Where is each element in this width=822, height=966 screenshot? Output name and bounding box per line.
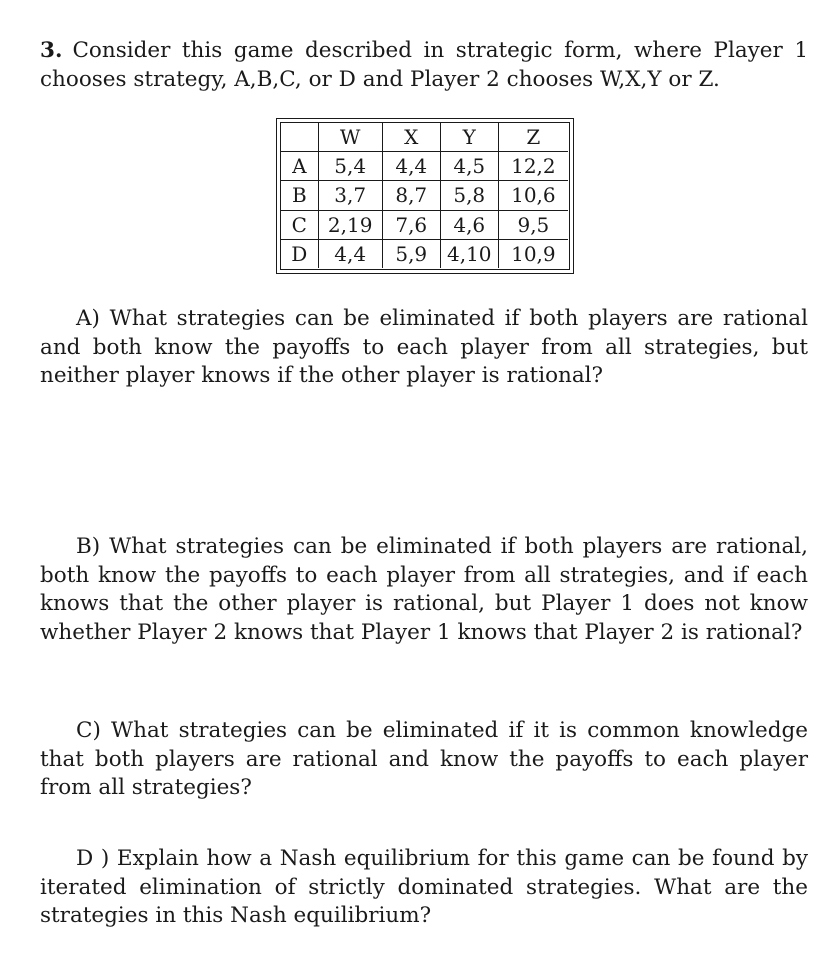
payoff-matrix (281, 123, 568, 268)
payoff-table (276, 118, 574, 274)
part-b-question (40, 533, 808, 647)
question-intro-text: Consider this game described in strategic form, where Player 1 chooses strategy, A,B,C, or D and Player 2 chooses W,X,Y or Z. (40, 38, 808, 92)
cell-a-z: 12,2 (498, 152, 568, 181)
cell-d-w: 4,4 (318, 239, 382, 268)
column-header-x: X (382, 123, 440, 152)
cell-c-w: 2,19 (318, 210, 382, 239)
column-header-z: Z (498, 123, 568, 152)
cell-d-z: 10,9 (498, 239, 568, 268)
cell-a-x: 4,4 (382, 152, 440, 181)
cell-b-x: 8,7 (382, 181, 440, 210)
table-row (281, 152, 568, 181)
part-a-text: A) What strategies can be eliminated if both players are rational and both know the payoffs to each player from all strategies, but neither player knows if the other player is rational? (40, 306, 808, 388)
part-c-text: C) What strategies can be eliminated if it is common knowledge that both players are rational and know the payoffs to each player from all strategies? (40, 718, 808, 800)
question-intro (40, 37, 808, 94)
part-d-question (40, 845, 808, 931)
cell-d-x: 5,9 (382, 239, 440, 268)
table-header-row (281, 123, 568, 152)
cell-c-z: 9,5 (498, 210, 568, 239)
part-b-text: B) What strategies can be eliminated if both players are rational, both know the payoffs to each player from all strategies, and if each knows that the other player is rational, but Player 1 does not know whether Player 2 knows that Player 1 knows that Player 2 is rational? (40, 534, 808, 645)
row-label-c: C (281, 210, 318, 239)
column-header-y: Y (440, 123, 498, 152)
cell-c-x: 7,6 (382, 210, 440, 239)
column-header-w: W (318, 123, 382, 152)
cell-d-y: 4,10 (440, 239, 498, 268)
row-label-a: A (281, 152, 318, 181)
row-label-d: D (281, 239, 318, 268)
question-number: 3. (40, 38, 63, 63)
part-a-question (40, 305, 808, 391)
table-row (281, 181, 568, 210)
cell-c-y: 4,6 (440, 210, 498, 239)
table-corner (281, 123, 318, 152)
cell-b-y: 5,8 (440, 181, 498, 210)
part-c-question (40, 717, 808, 803)
table-row (281, 210, 568, 239)
part-d-text: D ) Explain how a Nash equilibrium for this game can be found by iterated elimination of strictly dominated strategies. What are the strategies in this Nash equilibrium? (40, 846, 808, 928)
cell-b-z: 10,6 (498, 181, 568, 210)
row-label-b: B (281, 181, 318, 210)
cell-a-w: 5,4 (318, 152, 382, 181)
cell-b-w: 3,7 (318, 181, 382, 210)
table-row (281, 239, 568, 268)
cell-a-y: 4,5 (440, 152, 498, 181)
